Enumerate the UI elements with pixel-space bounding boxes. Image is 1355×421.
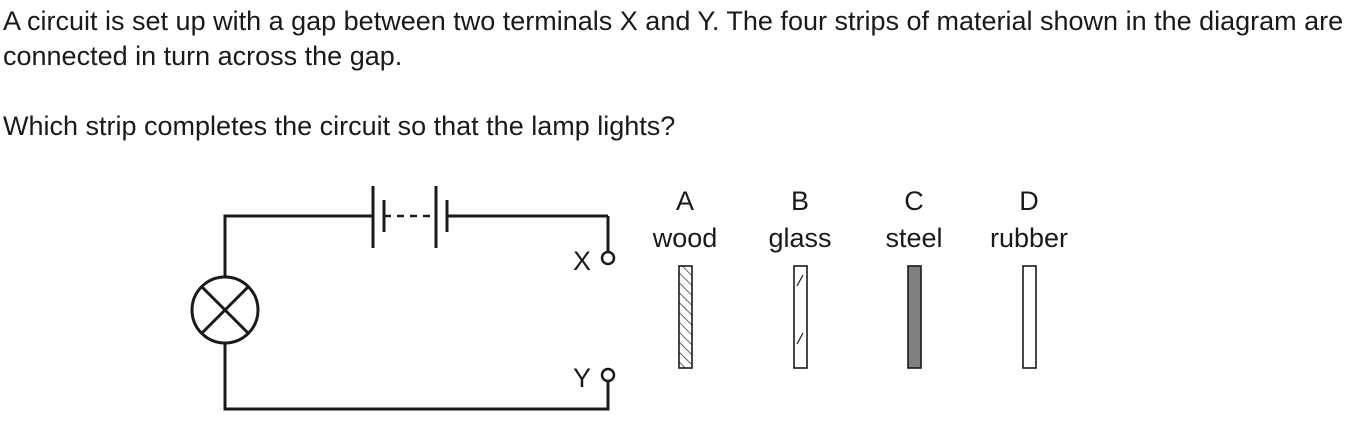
wood-strip [679, 266, 692, 368]
strip-b-letter: B [790, 186, 810, 216]
lamp-icon [192, 277, 258, 343]
strip-a-letter: A [675, 186, 695, 216]
strip-b [768, 186, 831, 368]
strip-a-material: wood [652, 223, 718, 253]
rubber-strip [1023, 266, 1036, 368]
glass-strip [794, 266, 807, 368]
strip-c-material: steel [885, 223, 943, 253]
terminal-x-label: X [573, 246, 592, 276]
strip-d [990, 186, 1068, 368]
strip-d-material: rubber [989, 223, 1069, 253]
strip-d-letter: D [1019, 186, 1039, 216]
strip-a [652, 186, 718, 368]
question-intro: A circuit is set up with a gap between two terminals X and Y. The four strips of material shown in the diagram are connected in turn across the gap. [3, 6, 1344, 71]
terminal-x-icon [602, 252, 614, 264]
strip-c-letter: C [904, 186, 924, 216]
strip-b-material: glass [768, 223, 832, 253]
question-ask: Which strip completes the circuit so that the lamp lights? [3, 111, 676, 141]
strip-c [885, 186, 942, 368]
battery-icon [373, 186, 447, 248]
wire-bottom [225, 344, 608, 409]
terminal-y-icon [602, 369, 614, 381]
wire-top-left [225, 216, 373, 277]
steel-strip [908, 266, 921, 368]
terminal-y-label: Y [573, 363, 592, 393]
circuit [192, 186, 614, 409]
